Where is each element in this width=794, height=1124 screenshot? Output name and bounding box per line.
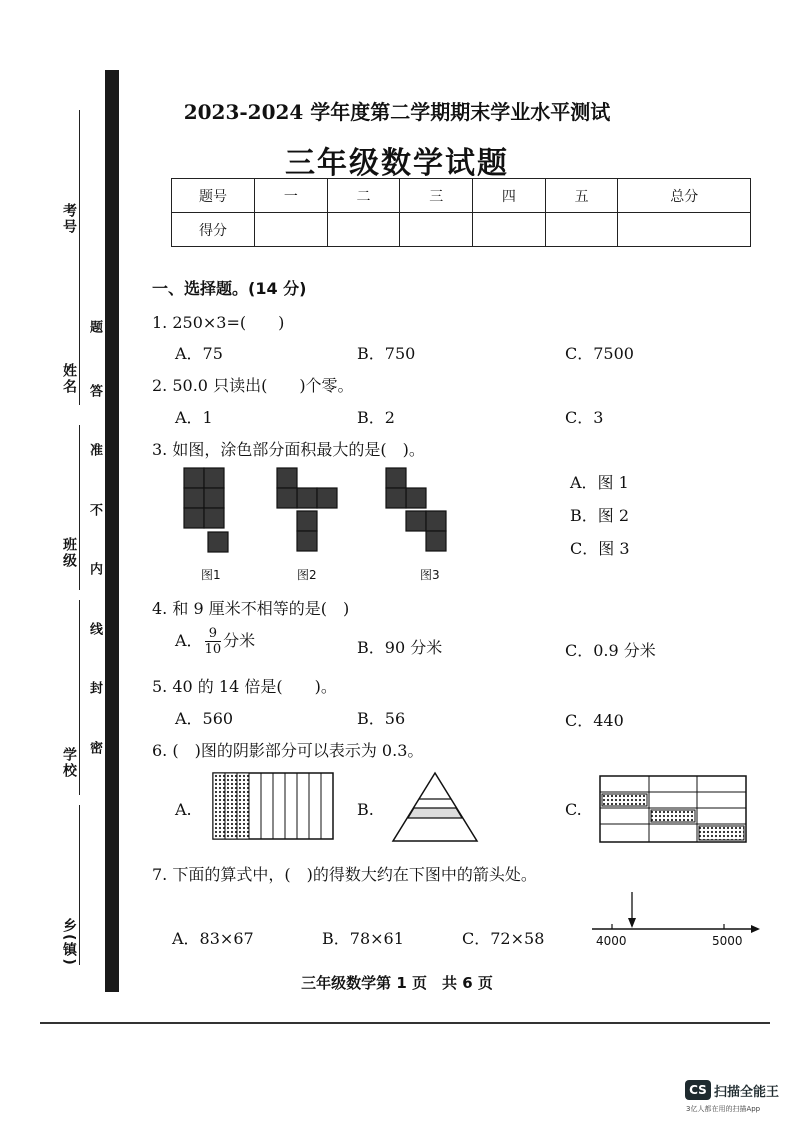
score-header-cell: 五	[545, 179, 618, 213]
number-line-start-label: 4000	[596, 934, 627, 948]
q7-option-c[interactable]: C．72×58	[462, 929, 545, 948]
seal-char: 内	[87, 562, 102, 577]
question-number: 7.	[152, 865, 168, 884]
score-cell[interactable]	[400, 213, 473, 247]
figure-1-shape	[184, 468, 228, 552]
q4-option-a[interactable]	[175, 626, 255, 657]
q3-option-c[interactable]: C．图 3	[570, 539, 630, 558]
number-line-end-label: 5000	[712, 934, 743, 948]
question-number: 5.	[152, 677, 168, 696]
q5-option-a[interactable]: A．560	[175, 709, 234, 728]
exam-title: 2023-2024 学年度第二学期期末学业水平测试	[183, 100, 611, 124]
score-header-cell: 总分	[618, 179, 751, 213]
figure-3-shape	[386, 468, 446, 551]
question-3	[152, 437, 425, 460]
score-cell[interactable]	[545, 213, 618, 247]
score-cell[interactable]	[255, 213, 328, 247]
seal-char: 答	[87, 384, 102, 399]
binding-strip-bar	[105, 70, 119, 992]
seal-char: 题	[87, 320, 102, 335]
score-header-cell: 题号	[172, 179, 255, 213]
question-text: 40 的 14 倍是( )。	[172, 677, 337, 696]
q2-option-b[interactable]: B．2	[357, 408, 395, 427]
question-text: 如图，涂色部分面积最大的是( )。	[172, 440, 425, 459]
q5-option-b[interactable]: B．56	[357, 709, 406, 728]
question-number: 3.	[152, 440, 168, 459]
seal-char: 线	[87, 622, 102, 637]
page-footer: 三年级数学第 1 页 共 6 页	[301, 974, 493, 992]
name-label: 姓名	[61, 363, 77, 395]
fraction-denominator: 10	[204, 642, 222, 657]
q7-option-a[interactable]: A．83×67	[172, 929, 254, 948]
seal-char: 不	[87, 503, 102, 518]
score-header-cell: 三	[400, 179, 473, 213]
question-text: 和 9 厘米不相等的是( )	[172, 599, 350, 618]
score-header-cell: 二	[327, 179, 400, 213]
seal-char: 密	[87, 741, 102, 756]
score-cell[interactable]	[618, 213, 751, 247]
fraction-numerator: 9	[205, 626, 222, 642]
question-6	[152, 738, 423, 761]
name-line	[79, 270, 80, 405]
score-cell[interactable]	[327, 213, 400, 247]
q5-option-c[interactable]: C．440	[565, 711, 624, 730]
exam-number-label: 考号	[61, 203, 77, 235]
question-text: 50.0 只读出( )个零。	[172, 376, 354, 395]
q2-option-c[interactable]: C．3	[565, 408, 604, 427]
question-4	[152, 596, 349, 619]
figure-3-label: 图3	[420, 568, 440, 582]
township-line	[79, 805, 80, 965]
question-7	[152, 862, 537, 885]
scanner-tagline: 3亿人都在用的扫描App	[686, 1105, 761, 1113]
q2-option-a[interactable]: A．1	[175, 408, 213, 427]
figure-2-label: 图2	[297, 568, 317, 582]
q6-figure-b	[390, 770, 480, 844]
question-1	[152, 310, 284, 333]
q3-option-b[interactable]: B．图 2	[570, 506, 630, 525]
fraction	[205, 626, 222, 657]
q6-option-b[interactable]: B.	[357, 800, 374, 819]
scanner-app-name: 扫描全能王	[714, 1085, 780, 1100]
score-header-cell: 一	[255, 179, 328, 213]
score-row-label: 得分	[172, 213, 255, 247]
class-line	[79, 425, 80, 590]
q4-option-c[interactable]: C．0.9 分米	[565, 641, 656, 660]
question-number: 4.	[152, 599, 168, 618]
score-header-cell: 四	[473, 179, 546, 213]
q1-option-a[interactable]: A．75	[175, 344, 223, 363]
q1-option-b[interactable]: B．750	[357, 344, 416, 363]
question-number: 6.	[152, 741, 168, 760]
class-label: 班级	[61, 537, 77, 569]
option-letter: A．	[175, 631, 203, 650]
question-5	[152, 674, 337, 697]
seal-char: 封	[87, 681, 102, 696]
q6-option-a[interactable]: A.	[175, 800, 192, 819]
q6-option-c[interactable]: C.	[565, 800, 582, 819]
q3-option-a[interactable]: A．图 1	[570, 473, 629, 492]
school-line	[79, 600, 80, 795]
indicator-arrow-head	[628, 918, 636, 928]
seal-char: 准	[87, 443, 102, 458]
exam-number-line	[79, 110, 80, 270]
exam-subtitle: 三年级数学试题	[285, 146, 509, 181]
cut-line	[40, 1022, 770, 1024]
score-table-header-row	[172, 179, 751, 213]
fraction-unit: 分米	[223, 631, 256, 650]
q6-figure-c	[598, 774, 748, 844]
q1-option-c[interactable]: C．7500	[565, 344, 634, 363]
q4-option-b[interactable]: B．90 分米	[357, 638, 443, 657]
score-cell[interactable]	[473, 213, 546, 247]
number-line-arrowhead	[751, 925, 760, 933]
question-text: 250×3=( )	[172, 313, 285, 332]
school-label: 学校	[61, 747, 77, 779]
section-title: 一、选择题。(14 分)	[152, 279, 307, 298]
number-line	[590, 888, 762, 934]
question-number: 1.	[152, 313, 168, 332]
q7-option-b[interactable]: B．78×61	[322, 929, 404, 948]
township-label: 乡(镇)	[61, 918, 77, 967]
question-text: 下面的算式中，( )的得数大约在下图中的箭头处。	[172, 865, 537, 884]
figure-2-shape	[277, 468, 337, 551]
scanner-logo: CS	[685, 1080, 711, 1100]
question-text: ( )图的阴影部分可以表示为 0.3。	[172, 741, 424, 760]
q6-figure-a	[210, 770, 336, 842]
score-table-score-row	[172, 213, 751, 247]
q3-figures	[175, 465, 475, 565]
question-number: 2.	[152, 376, 168, 395]
figure-1-label: 图1	[201, 568, 221, 582]
question-2	[152, 373, 354, 396]
score-table	[171, 178, 751, 247]
